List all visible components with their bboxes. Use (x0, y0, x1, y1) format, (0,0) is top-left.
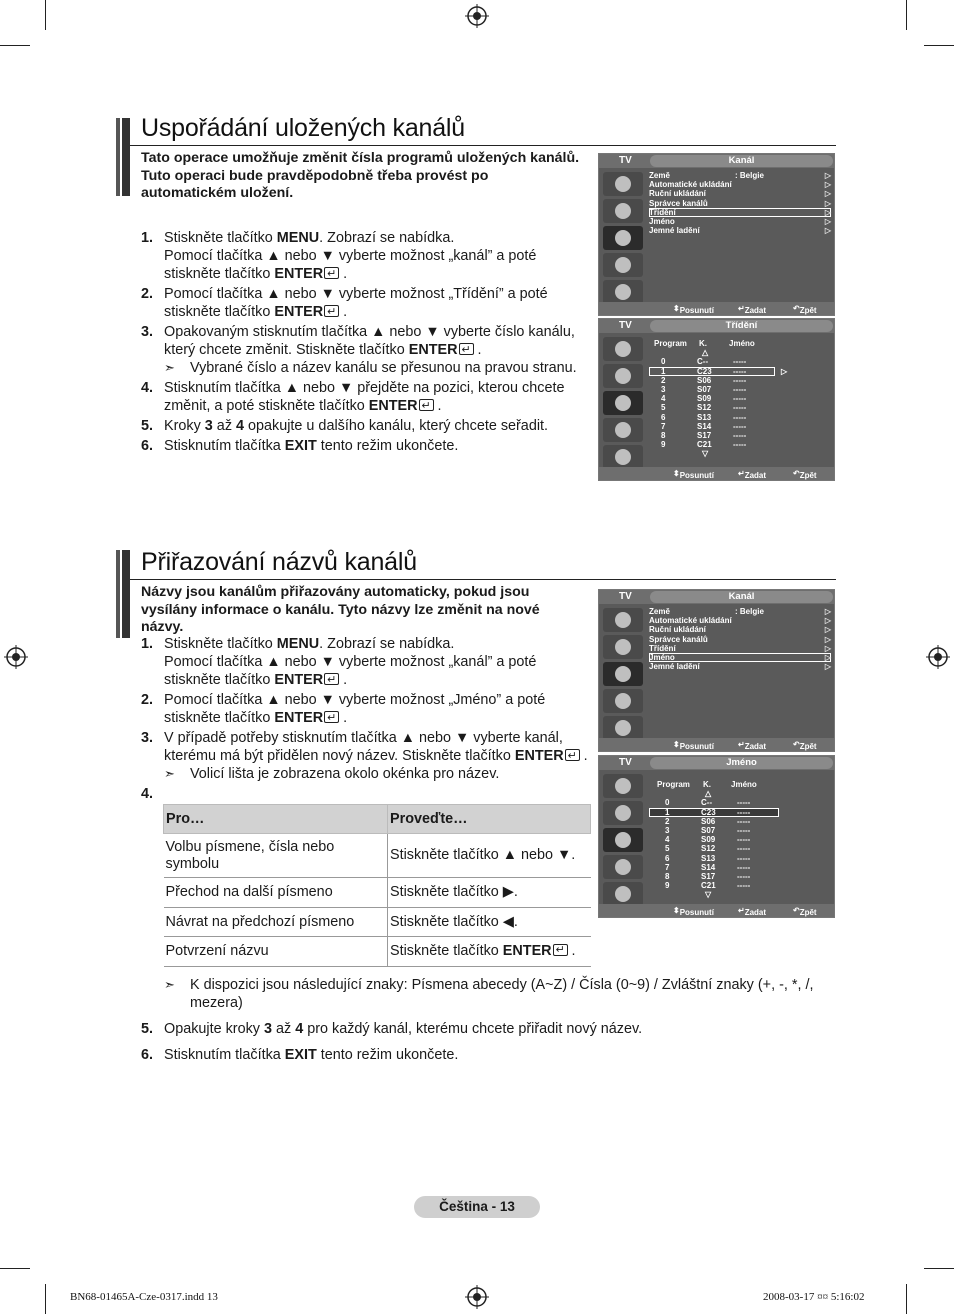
tv-sidebar (599, 168, 645, 306)
step-text: tento režim ukončete. (316, 1047, 459, 1063)
note (164, 359, 591, 377)
step-item (141, 1020, 821, 1038)
note-text: Vybrané číslo a název kanálu se přesunou na pravou stranu. (190, 360, 577, 376)
enter-key: ENTER (368, 398, 418, 414)
step-text: Opakujte kroky (164, 1021, 264, 1037)
step-text: Stiskněte tlačítko (164, 636, 277, 652)
crop-mark (906, 0, 907, 30)
step-list (141, 229, 591, 457)
intro-paragraph: Názvy jsou kanálům přiřazovány automaticky, pokud jsou vysílány informace o kanálu. Tyto názvy lze změnit na nové názvy. (141, 584, 540, 635)
date-imprint: 2008-03-17 ¤¤ 5:16:02 (763, 1291, 865, 1303)
step-item: 3. Opakovaným stisknutím tlačítka ▲ nebo ▼ vyberte číslo kanálu, který chcete změnit. Stiskněte tlačítko ENTER↵ . ➣ Vybrané číslo a název kanálu se přesunou na pravou stranu. (141, 323, 591, 377)
tv-menu-item: Správce kanálů ▷ (649, 634, 831, 644)
key-table (163, 804, 591, 967)
crop-mark (45, 1284, 46, 1314)
step-list (141, 976, 821, 1066)
tv-menu-item: Jméno ▷ (649, 652, 831, 662)
section-title: Přiřazování názvů kanálů (141, 548, 417, 576)
step-key: EXIT (284, 1047, 317, 1063)
intro-paragraph: Tuto operaci bude pravděpodobně třeba provést po automatickém uložení. (141, 167, 489, 201)
step-key: 4 (236, 418, 245, 434)
step-text: Pomocí tlačítka ▲ nebo ▼ vyberte možnost „kanál” a poté stiskněte tlačítko (164, 248, 537, 282)
step-number: 1. (141, 230, 154, 246)
tv-footer: ⬍ Posunutí ↵ Zadat ↶ Zpět (599, 738, 834, 751)
setup-icon (603, 253, 643, 277)
note (164, 765, 591, 783)
picture-icon (603, 337, 643, 361)
heading-bar (116, 118, 130, 196)
file-imprint: BN68-01465A-Cze-0317.indd 13 (70, 1291, 218, 1303)
step-number: 3. (141, 324, 154, 340)
table-row: Potvrzení názvu Stiskněte tlačítko ENTER↵ . (164, 937, 591, 967)
enter-icon (419, 399, 434, 411)
crop-mark (45, 0, 46, 30)
tv-menu-item: Jemné ladění ▷ (649, 662, 831, 672)
step-key: 4 (295, 1021, 304, 1037)
tv-menu-screen (598, 153, 835, 316)
step-number: 1. (141, 636, 154, 652)
step-text: . Zobrazí se nabídka. (319, 636, 455, 652)
tv-header (599, 154, 834, 168)
step-text: V případě potřeby stisknutím tlačítka ▲ nebo ▼ vyberte kanál, kterému má být přidělen nový název. Stiskněte tlačítko (164, 730, 563, 764)
step-item: 1. Stiskněte tlačítko MENU. Zobrazí se nabídka. Pomocí tlačítka ▲ nebo ▼ vyberte možnost „kanál” a poté stiskněte tlačítko ENTER↵ . (141, 229, 591, 283)
input-icon (603, 280, 643, 304)
setup-icon (603, 855, 643, 879)
registration-mark-icon (4, 645, 28, 669)
tv-footer: ⬍ Posunutí ↵ Zadat ↶ Zpět (599, 904, 834, 917)
step-text: Stisknutím tlačítka (164, 1047, 285, 1063)
tv-label: TV (619, 155, 632, 166)
crop-mark (906, 1284, 907, 1314)
step-text: tento režim ukončete. (316, 438, 459, 454)
step-text: opakujte u dalšího kanálu, který chcete seřadit. (244, 418, 549, 434)
tv-menu-item: Ruční ukládání ▷ (649, 189, 831, 199)
step-item: 4. Stisknutím tlačítka ▲ nebo ▼ přejděte na pozici, kterou chcete změnit, a poté stiskněte tlačítko ENTER↵ . (141, 379, 591, 415)
tv-menu-item: Jméno ▷ (649, 216, 831, 226)
sound-icon (603, 801, 643, 825)
tv-label: TV (619, 320, 632, 331)
step-key: 3 (204, 418, 213, 434)
step-number: 6. (141, 1047, 154, 1063)
step-key: 3 (263, 1021, 272, 1037)
step-key: MENU (276, 636, 320, 652)
tv-header (599, 319, 834, 333)
tv-menu-item: Jemné ladění ▷ (649, 226, 831, 236)
step-number: 5. (141, 1021, 154, 1037)
registration-mark-icon (465, 1285, 489, 1309)
tv-menu-item: Správce kanálů ▷ (649, 198, 831, 208)
channel-icon (603, 662, 643, 686)
tv-header (599, 756, 834, 770)
tv-name-screen (598, 755, 835, 918)
sound-icon (603, 635, 643, 659)
intro-text (141, 150, 581, 203)
section-heading (116, 114, 836, 146)
channel-icon (603, 828, 643, 852)
tv-name-grid: Program K. Jméno △ 0 C-- ----- 1 C23 ----- 2 S06 ----- 3 S07 ----- 4 S09 ----- 5 S12 ----- 6 S13 ----- 7 S14 ----- 8 S17 ----- 9 C21 ----- ▽ (649, 780, 829, 899)
picture-icon (603, 608, 643, 632)
tv-menu-item: Ruční ukládání ▷ (649, 625, 831, 635)
step-text: až (212, 418, 237, 434)
tv-menu-item: Automatické ukládání ▷ (649, 616, 831, 626)
note-arrow-icon: ➣ (164, 360, 175, 375)
intro-text (141, 584, 571, 637)
input-icon (603, 716, 643, 740)
enter-key: ENTER (274, 304, 324, 320)
table-header: Proveďte… (388, 805, 591, 834)
section-heading (116, 548, 836, 580)
tv-sidebar (599, 333, 645, 471)
note-text: Volicí lišta je zobrazena okolo okénka pro název. (190, 766, 500, 782)
step-item: 2. Pomocí tlačítka ▲ nebo ▼ vyberte možnost „Jméno” a poté stiskněte tlačítko ENTER↵ . (141, 691, 591, 727)
tv-menu-screen (598, 589, 835, 752)
step-item: 2. Pomocí tlačítka ▲ nebo ▼ vyberte možnost „Třídění” a poté stiskněte tlačítko ENTER↵ . (141, 285, 591, 321)
note-arrow-icon: ➣ (164, 977, 175, 992)
crop-mark (924, 1268, 954, 1269)
enter-icon (553, 944, 568, 956)
step-text: až (272, 1021, 296, 1037)
input-icon (603, 882, 643, 906)
sound-icon (603, 364, 643, 388)
step-number: 4. (141, 380, 154, 396)
step-text: Pomocí tlačítka ▲ nebo ▼ vyberte možnost „kanál” a poté stiskněte tlačítko (164, 654, 537, 688)
tv-footer: ⬍ Posunutí ↵ Zadat ↶ Zpět (599, 467, 834, 480)
input-icon (603, 445, 643, 469)
sound-icon (603, 199, 643, 223)
step-key: MENU (276, 230, 320, 246)
step-text: Kroky (164, 418, 205, 434)
tv-tab-title: Třídění (650, 320, 833, 332)
step-text: Stisknutím tlačítka ▲ nebo ▼ přejděte na pozici, kterou chcete změnit, a poté stiskněte tlačítko (164, 380, 565, 414)
step-number: 5. (141, 418, 154, 434)
intro-paragraph: Tato operace umožňuje změnit čísla programů uložených kanálů. (141, 150, 580, 166)
enter-icon (324, 711, 339, 723)
tv-label: TV (619, 591, 632, 602)
step-number: 4. (141, 786, 154, 802)
channel-icon (603, 226, 643, 250)
section-title: Uspořádání uložených kanálů (141, 114, 465, 142)
tv-menu-item: Třídění ▷ (649, 207, 831, 217)
tv-sort-screen (598, 318, 835, 481)
enter-key: ENTER (514, 748, 564, 764)
registration-mark-icon (465, 4, 489, 28)
tv-menu-item: Země : Belgie ▷ (649, 171, 831, 180)
page-number: Čeština - 13 (414, 1196, 540, 1218)
tv-menu-list (649, 171, 831, 235)
step-key: EXIT (284, 438, 317, 454)
channel-icon (603, 391, 643, 415)
enter-icon (324, 305, 339, 317)
enter-icon (459, 343, 474, 355)
enter-key: ENTER (274, 266, 324, 282)
step-item: 3. V případě potřeby stisknutím tlačítka ▲ nebo ▼ vyberte kanál, kterému má být přidělen nový název. Stiskněte tlačítko ENTER↵ . ➣ Volicí lišta je zobrazena okolo okénka pro název. (141, 729, 591, 783)
enter-icon (565, 749, 580, 761)
tv-header (599, 590, 834, 604)
step-list (141, 635, 591, 802)
step-text: pro každý kanál, kterému chcete přiřadit nový název. (303, 1021, 643, 1037)
tv-menu-item: Třídění ▷ (649, 643, 831, 653)
note-arrow-icon: ➣ (164, 766, 175, 781)
step-item: 1. Stiskněte tlačítko MENU. Zobrazí se nabídka. Pomocí tlačítka ▲ nebo ▼ vyberte možnost „kanál” a poté stiskněte tlačítko ENTER↵ . (141, 635, 591, 689)
step-item (141, 437, 591, 455)
tv-footer: ⬍ Posunutí ↵ Zadat ↶ Zpět (599, 302, 834, 315)
cell-text: Stiskněte tlačítko (390, 943, 503, 959)
tv-tab-title: Kanál (650, 591, 833, 603)
table-row: Přechod na další písmeno Stiskněte tlačítko ▶. (164, 878, 591, 908)
note (164, 976, 814, 1012)
step-number: 2. (141, 692, 154, 708)
step-text: . Zobrazí se nabídka. (319, 230, 455, 246)
picture-icon (603, 172, 643, 196)
step-text: Stiskněte tlačítko (164, 230, 277, 246)
enter-key: ENTER (274, 672, 324, 688)
tv-menu-list (649, 607, 831, 671)
tv-menu-item: Automatické ukládání ▷ (649, 180, 831, 190)
crop-mark (0, 1268, 30, 1269)
step-number: 6. (141, 438, 154, 454)
enter-icon (324, 267, 339, 279)
step-number: 3. (141, 730, 154, 746)
tv-label: TV (619, 757, 632, 768)
tv-sidebar (599, 770, 645, 908)
step-text: Pomocí tlačítka ▲ nebo ▼ vyberte možnost „Třídění” a poté stiskněte tlačítko (164, 286, 548, 320)
step-text: Pomocí tlačítka ▲ nebo ▼ vyberte možnost „Jméno” a poté stiskněte tlačítko (164, 692, 546, 726)
tv-menu-item: Země : Belgie ▷ (649, 607, 831, 616)
tv-tab-title: Kanál (650, 155, 833, 167)
table-row: Návrat na předchozí písmeno Stiskněte tlačítko ◀. (164, 908, 591, 937)
step-text: Stisknutím tlačítka (164, 438, 285, 454)
enter-key: ENTER (502, 943, 552, 959)
table-row: Volbu písmene, čísla nebo symbolu Stiskněte tlačítko ▲ nebo ▼. (164, 834, 591, 878)
setup-icon (603, 418, 643, 442)
table-header: Pro… (164, 805, 388, 834)
step-text: Opakovaným stisknutím tlačítka ▲ nebo ▼ vyberte číslo kanálu, který chcete změnit. Stiskněte tlačítko (164, 324, 575, 358)
enter-icon (324, 673, 339, 685)
step-item (141, 417, 591, 435)
heading-bar (116, 550, 130, 638)
tv-sidebar (599, 604, 645, 742)
note-text: K dispozici jsou následující znaky: Písmena abecedy (A~Z) / Čísla (0~9) / Zvláštní znaky (+, -, *, /, mezera) (190, 977, 814, 1011)
tv-tab-title: Jméno (650, 757, 833, 769)
registration-mark-icon (926, 645, 950, 669)
step-item (141, 1046, 821, 1064)
crop-mark (924, 45, 954, 46)
setup-icon (603, 689, 643, 713)
step-number: 2. (141, 286, 154, 302)
picture-icon (603, 774, 643, 798)
enter-key: ENTER (274, 710, 324, 726)
enter-key: ENTER (408, 342, 458, 358)
crop-mark (0, 45, 30, 46)
tv-sort-grid: Program K. Jméno △ 0 C-- ----- 1 C23 ----- ▷ 2 S06 ----- 3 S07 ----- 4 S09 ----- 5 S12 ----- 6 S13 ----- 7 S14 ----- 8 S17 ----- 9 C21 ----- ▽ (649, 339, 829, 458)
